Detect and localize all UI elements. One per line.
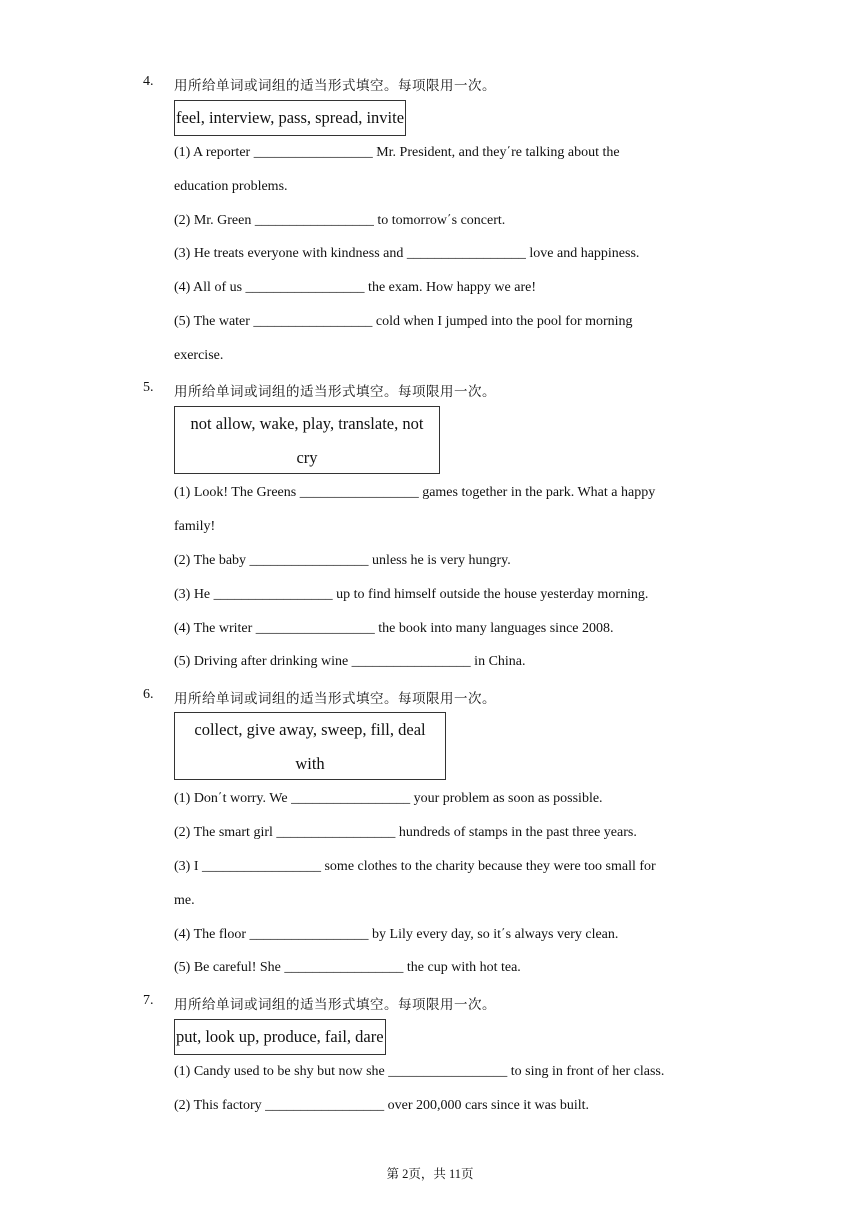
question-7-number: 7. [143,993,154,1008]
question-5-instruction: 用所给单词或词组的适当形式填空。每项限用一次。 [174,384,496,400]
question-5-line: (5) Driving after drinking wine _________________ in China. [174,654,526,669]
question-7-line: (2) This factory _________________ over 200,000 cars since it was built. [174,1098,590,1113]
question-6-word-box [174,712,446,780]
word-box-text: not allow, wake, play, translate, not [190,414,424,433]
question-6-line: (4) The floor _________________ by Lily every day, so it΄s always very clean. [174,927,619,942]
question-5-line: (2) The baby _________________ unless he is very hungry. [174,553,511,568]
question-7-instruction: 用所给单词或词组的适当形式填空。每项限用一次。 [174,997,496,1013]
question-4-instruction: 用所给单词或词组的适当形式填空。每项限用一次。 [174,78,496,94]
question-7-word-box [174,1019,386,1055]
question-6-number: 6. [143,687,154,702]
question-5-word-box [174,406,440,474]
question-6-line: (2) The smart girl _________________ hundreds of stamps in the past three years. [174,825,637,840]
page-footer: 第 2页，共 11页 [386,1167,474,1181]
question-5-line: (4) The writer _________________ the book into many languages since 2008. [174,621,614,636]
question-4-line: education problems. [174,179,288,194]
question-5-number: 5. [143,380,154,395]
question-7-line: (1) Candy used to be shy but now she _________________ to sing in front of her class. [174,1064,665,1079]
question-4-line: (3) He treats everyone with kindness and _________________ love and happiness. [174,246,640,261]
question-4-line: exercise. [174,348,224,363]
question-4-line: (5) The water _________________ cold when I jumped into the pool for morning [174,314,633,329]
question-4-line: (1) A reporter _________________ Mr. President, and they΄re talking about the [174,145,620,160]
question-4-number: 4. [143,74,154,89]
word-box-text: collect, give away, sweep, fill, deal [194,720,426,739]
word-box-text: with [295,754,325,773]
question-6-line: me. [174,893,195,908]
question-5-line: (1) Look! The Greens _________________ games together in the park. What a happy [174,485,656,500]
question-6-instruction: 用所给单词或词组的适当形式填空。每项限用一次。 [174,691,496,707]
question-4-line: (4) All of us _________________ the exam. How happy we are! [174,280,536,295]
question-6-line: (3) I _________________ some clothes to the charity because they were too small for [174,859,656,874]
word-box-text: cry [296,448,318,467]
question-5-line: family! [174,519,216,534]
question-6-line: (5) Be careful! She _________________ the cup with hot tea. [174,960,521,975]
question-6-line: (1) Don΄t worry. We _________________ your problem as soon as possible. [174,791,603,806]
question-5-line: (3) He _________________ up to find himself outside the house yesterday morning. [174,587,649,602]
question-4-line: (2) Mr. Green _________________ to tomorrow΄s concert. [174,213,506,228]
word-box-text: put, look up, produce, fail, dare [176,1027,384,1046]
question-4-word-box [174,100,406,136]
word-box-text: feel, interview, pass, spread, invite [176,108,405,127]
